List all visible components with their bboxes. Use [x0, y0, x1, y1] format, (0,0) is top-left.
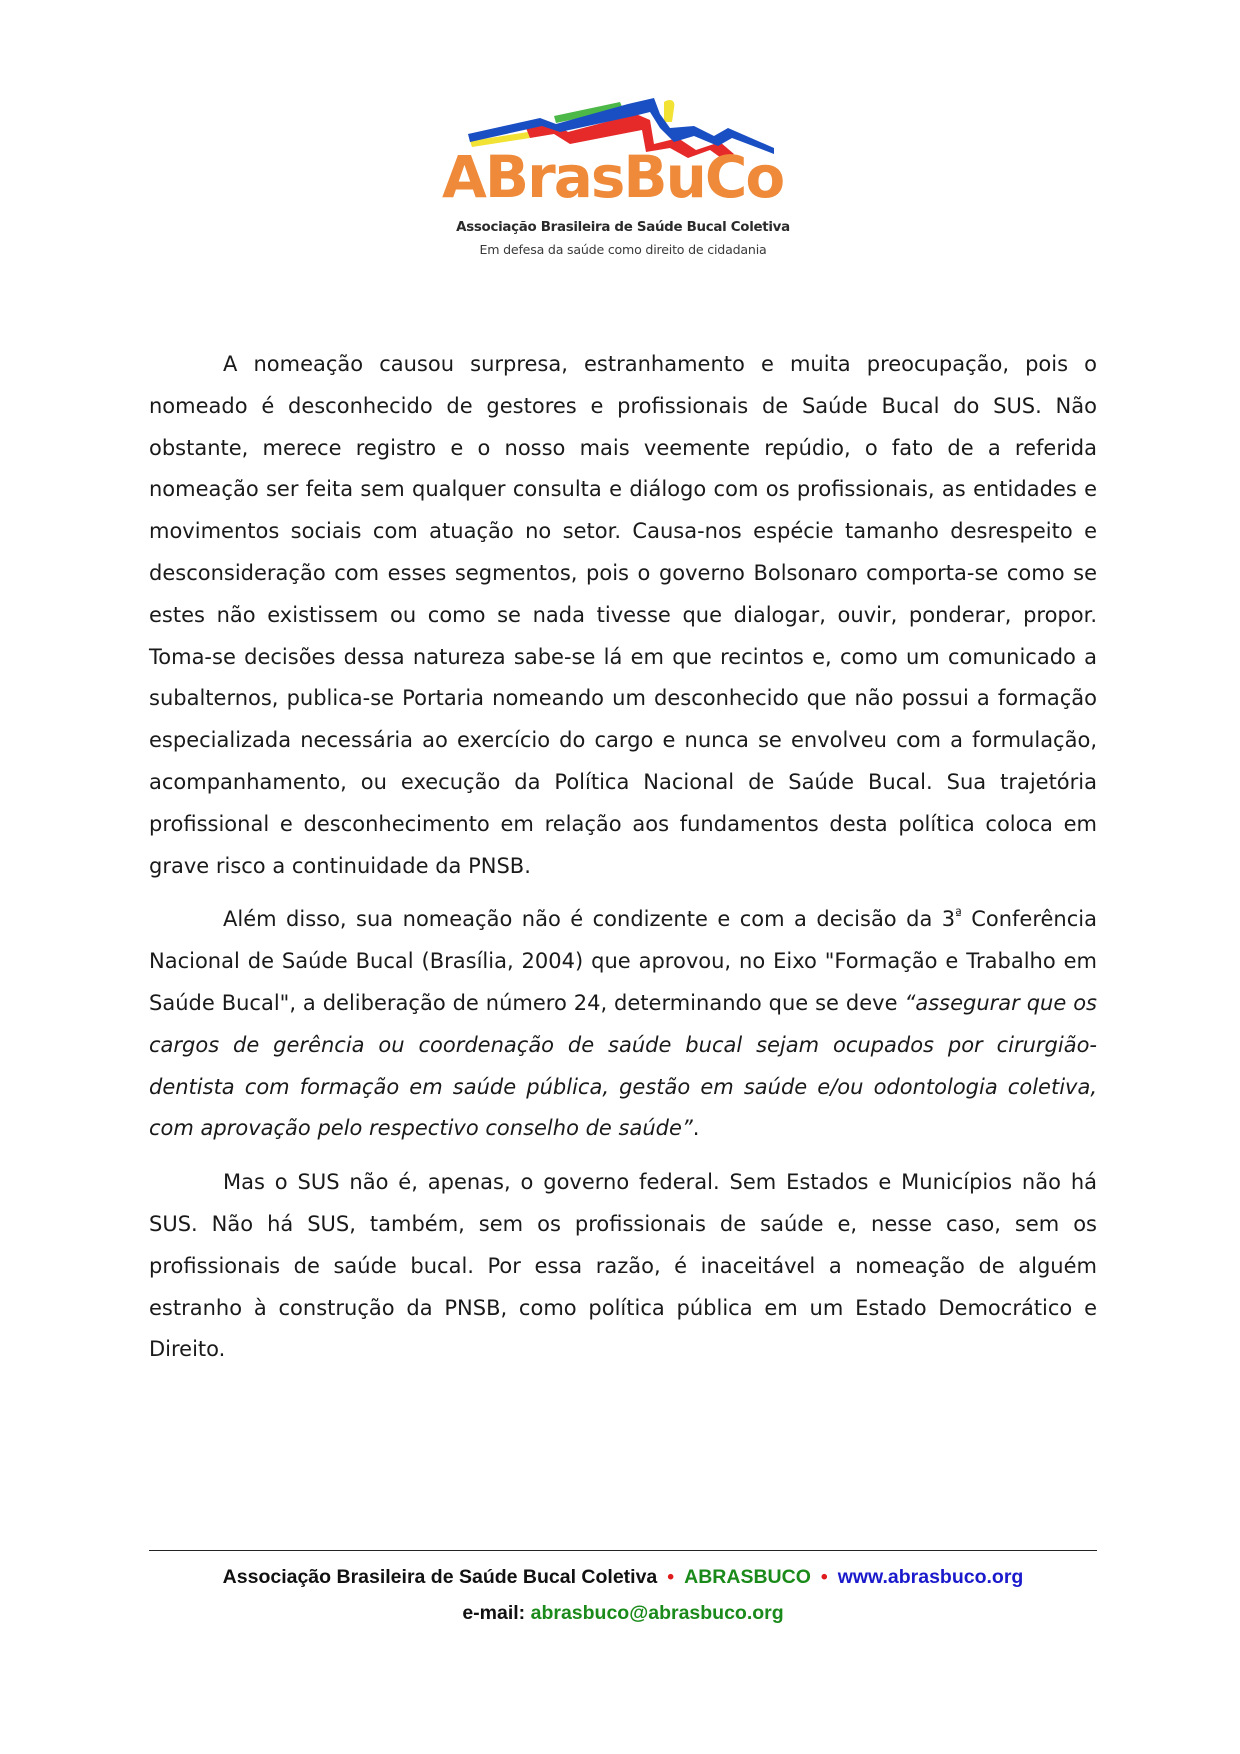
paragraph-2: [149, 899, 1097, 1150]
bullet-separator-icon: •: [667, 1566, 675, 1588]
footer-email-link[interactable]: abrasbuco@abrasbuco.org: [530, 1602, 784, 1624]
footer-email-line: [149, 1602, 1097, 1625]
document-body: [149, 344, 1097, 1383]
footer-website-link[interactable]: www.abrasbuco.org: [837, 1566, 1024, 1588]
footer-acronym: ABRASBUCO: [684, 1566, 811, 1588]
paragraph-3: Mas o SUS não é, apenas, o governo federal. Sem Estados e Municípios não há SUS. Não há SUS, também, sem os profissionais de saúde e, nesse caso, sem os profissionais de saúde bucal. Por essa razão, é inaceitável a nomeação de alguém estranho à construção da PNSB, como política pública em um Estado Democrático e Direito.: [149, 1170, 1097, 1362]
footer-email-label: e-mail:: [462, 1602, 526, 1624]
logo-wordmark: ABrasBuCo: [442, 143, 784, 211]
logo-tagline: Em defesa da saúde como direito de cidadania: [479, 242, 767, 257]
paragraph-2-middle: Conferência Nacional de Saúde Bucal (Brasília, 2004) que aprovou, no Eixo "Formação e Trabalho em Saúde Bucal", a deliberação de número 24, determinando que se deve: [149, 907, 1097, 1015]
bullet-separator-icon: •: [820, 1566, 828, 1588]
paragraph-2-end: .: [692, 1116, 700, 1141]
footer-divider: [149, 1550, 1097, 1551]
paragraph-1: A nomeação causou surpresa, estranhamento e muita preocupação, pois o nomeado é desconhecido de gestores e profissionais de Saúde Bucal do SUS. Não obstante, merece registro e o nosso mais veemente repúdio, o fato de a referida nomeação ser feita sem qualquer consulta e diálogo com os profissionais, as entidades e movimentos sociais com atuação no setor. Causa-nos espécie tamanho desrespeito e desconsideração com esses segmentos, pois o governo Bolsonaro comporta-se como se estes não existissem ou como se nada tivesse que dialogar, ouvir, ponderar, propor. Toma-se decisões dessa natureza sabe-se lá em que recintos e, como um comunicado a subalternos, publica-se Portaria nomeando um desconhecido que não possui a formação especializada necessária ao exercício do cargo e nunca se envolveu com a formulação, acompanhamento, ou execução da Política Nacional de Saúde Bucal. Sua trajetória profissional e desconhecimento em relação aos fundamentos desta política coloca em grave risco a continuidade da PNSB.: [149, 352, 1097, 878]
logo-subtitle: Associação Brasileira de Saúde Bucal Coletiva: [456, 220, 790, 235]
ordinal-indicator: ª: [955, 907, 962, 924]
paragraph-2-lead: Além disso, sua nomeação não é condizente e com a decisão da 3: [223, 907, 956, 932]
abrasbuco-logo: [438, 86, 808, 264]
deliberation-quote: “assegurar que os cargos de gerência ou coordenação de saúde bucal sejam ocupados por cirurgião-dentista com formação em saúde pública, gestão em saúde e/ou odontologia coletiva, com aprovação pelo respectivo conselho de saúde”: [149, 990, 1097, 1141]
footer-contact-line: [149, 1566, 1097, 1589]
footer-org-name: Associação Brasileira de Saúde Bucal Coletiva: [222, 1566, 658, 1588]
